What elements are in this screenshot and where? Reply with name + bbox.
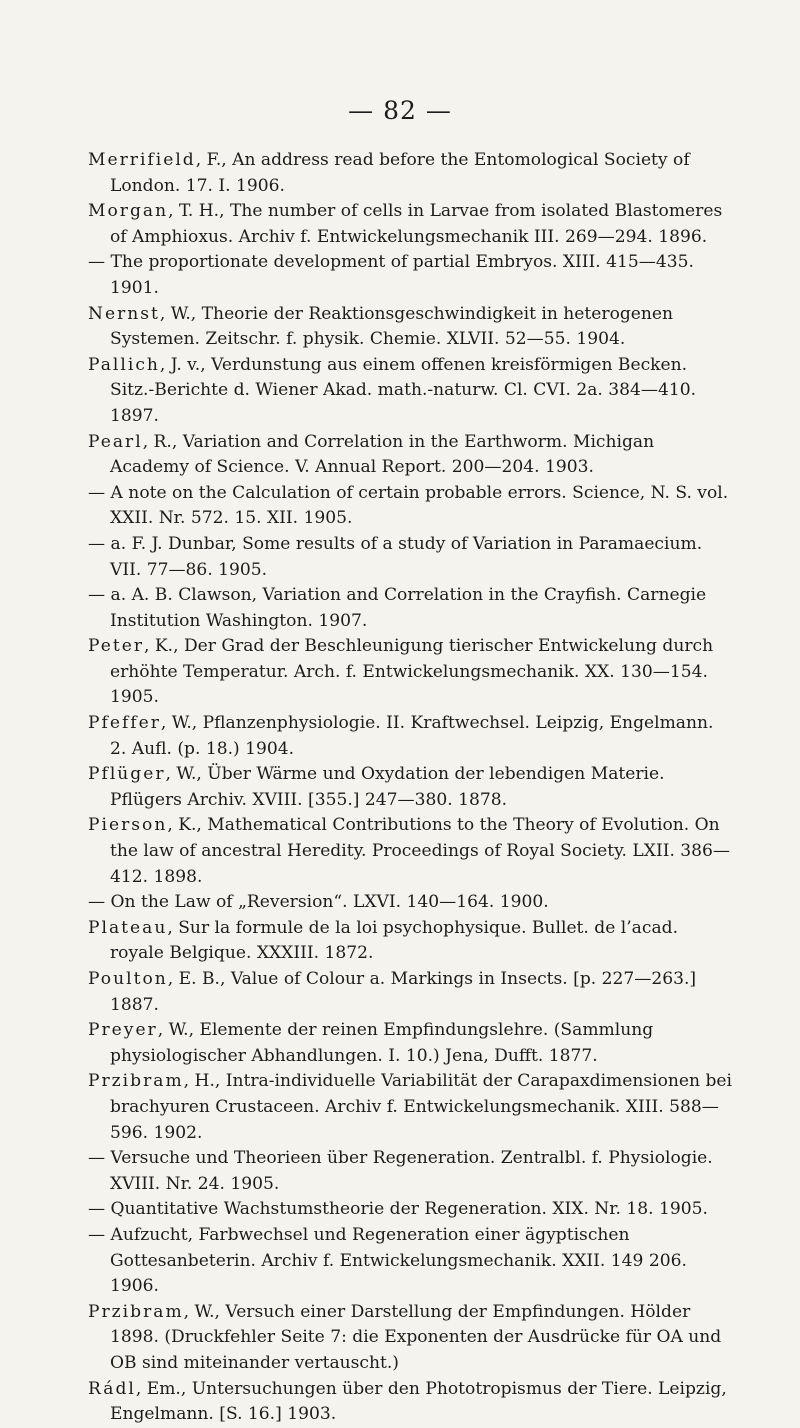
bibliography-entry (88, 1300, 734, 1377)
entry-author: Rádl (88, 1378, 136, 1399)
bibliography-entry (88, 1069, 734, 1146)
bibliography-entry (88, 1146, 734, 1197)
bibliography-entry (88, 634, 734, 711)
entry-ditto-author: — (88, 1199, 106, 1220)
bibliography-entry (88, 302, 734, 353)
entry-text: , J. v., Verdunstung aus einem offenen kreisförmigen Becken. Sitz.-Berichte d. Wiener Akad. math.-naturw. Cl. CVI. 2a. 384—410. 1897. (110, 354, 697, 426)
entry-text: On the Law of „Reversion“. LXVI. 140—164. 1900. (105, 892, 549, 913)
entry-text: Quantitative Wachstumstheorie der Regeneration. XIX. Nr. 18. 1905. (105, 1199, 708, 1220)
entry-text: , K., Der Grad der Beschleunigung tierischer Entwickelung durch erhöhte Temperatur. Arch. f. Entwickelungsmechanik. XX. 130—154. 1905. (110, 636, 714, 708)
entry-text: , W., Pflanzenphysiologie. II. Kraftwechsel. Leipzig, Engelmann. 2. Aufl. (p. 18.) 1904. (110, 713, 714, 759)
bibliography-entry (88, 813, 734, 890)
entry-text: The proportionate development of partial Embryos. XIII. 415—435. 1901. (105, 252, 694, 298)
bibliography-entry (88, 762, 734, 813)
bibliography-entry (88, 148, 734, 199)
bibliography-entry (88, 583, 734, 634)
entry-author: Przibram (88, 1071, 184, 1092)
entry-ditto-author: — (88, 482, 106, 503)
entry-author: Pfeffer (88, 713, 161, 734)
entry-ditto-author: — (88, 1148, 106, 1169)
entry-text: , T. H., The number of cells in Larvae from isolated Blastomeres of Amphioxus. Archiv f. Entwickelungsmechanik III. 269—294. 1896. (110, 201, 723, 247)
entry-author: Nernst (88, 303, 160, 324)
entry-ditto-author: — (88, 1224, 106, 1245)
bibliography-entry (88, 711, 734, 762)
entry-text: , H., Intra-individuelle Variabilität der Carapaxdimensionen bei brachyuren Crustaceen. Archiv f. Entwickelungsmechanik. XIII. 588—596. 1902. (110, 1071, 733, 1143)
bibliography-entry (88, 890, 734, 916)
entry-text: , Sur la formule de la loi psychophysique. Bullet. de l’acad. royale Belgique. XXXIII. 1872. (110, 917, 679, 964)
bibliography-entry (88, 1377, 734, 1428)
entry-text: , W., Elemente der reinen Empfindungslehre. (Sammlung physiologischer Abhandlungen. I. 10.) Jena, Dufft. 1877. (110, 1020, 654, 1066)
entry-text: , R., Variation and Correlation in the Earthworm. Michigan Academy of Science. V. Annual Report. 200—204. 1903. (110, 431, 655, 478)
bibliography-entry (88, 353, 734, 430)
entry-text: , E. B., Value of Colour a. Markings in Insects. [p. 227—263.] 1887. (110, 969, 697, 1015)
entry-text: , F., An address read before the Entomological Society of London. 17. I. 1906. (110, 150, 690, 196)
bibliography-entry (88, 1223, 734, 1300)
bibliography-entry (88, 199, 734, 250)
entry-ditto-author: — (88, 252, 106, 273)
bibliography-list (88, 148, 734, 1428)
entry-text: , Variation and Correlation in the Crayfish. Carnegie Institution Washington. 1907. (110, 585, 707, 631)
bibliography-entry (88, 532, 734, 583)
entry-ditto-author: — a. A. B. Clawson (88, 585, 252, 606)
entry-author: Merrifield (88, 150, 196, 170)
entry-text: , W., Versuch einer Darstellung der Empfindungen. Hölder 1898. (Druckfehler Seite 7: die Exponenten der Ausdrücke für OA und OB sind miteinander vertauscht.) (110, 1301, 722, 1373)
bibliography-entry (88, 967, 734, 1018)
entry-text: Versuche und Theorieen über Regeneration. Zentralbl. f. Physiologie. XVIII. Nr. 24. 1905. (105, 1148, 713, 1194)
entry-author: Peter (88, 636, 145, 657)
bibliography-entry (88, 250, 734, 301)
bibliography-entry (88, 430, 734, 481)
entry-ditto-author: — (88, 892, 106, 913)
entry-text: , Some results of a study of Variation in Paramaecium. VII. 77—86. 1905. (110, 533, 703, 580)
entry-author: Poulton (88, 969, 168, 989)
bibliography-entry (88, 916, 734, 967)
entry-text: , K., Mathematical Contributions to the Theory of Evolution. On the law of ancestral Heredity. Proceedings of Royal Society. LXII. 386—412. 1898. (110, 815, 731, 887)
entry-text: Aufzucht, Farbwechsel und Regeneration einer ägyptischen Gottesanbeterin. Archiv f. Entwickelungsmechanik. XXII. 149 206. 1906. (105, 1224, 687, 1297)
bibliography-entry (88, 481, 734, 532)
page-number: — 82 — (348, 96, 452, 125)
entry-author: Przibram (88, 1301, 184, 1322)
entry-author: Plateau (88, 917, 168, 938)
entry-text: A note on the Calculation of certain probable errors. Science, N. S. vol. XXII. Nr. 572. 15. XII. 1905. (105, 482, 729, 529)
entry-author: Pflüger (88, 764, 166, 785)
entry-author: Pierson (88, 815, 168, 836)
entry-text: , W., Theorie der Reaktionsgeschwindigkeit in heterogenen Systemen. Zeitschr. f. physik. Chemie. XLVII. 52—55. 1904. (110, 303, 674, 350)
entry-author: Preyer (88, 1020, 158, 1041)
entry-text: , Em., Untersuchungen über den Phototropismus der Tiere. Leipzig, Engelmann. [S. 16.] 1903. (110, 1378, 727, 1425)
entry-author: Pearl (88, 431, 143, 452)
entry-ditto-author: — a. F. J. Dunbar (88, 533, 232, 554)
entry-text: , W., Über Wärme und Oxydation der lebendigen Materie. Pflügers Archiv. XVIII. [355.] 247—380. 1878. (110, 764, 665, 810)
entry-author: Pallich (88, 354, 160, 375)
bibliography-entry (88, 1197, 734, 1223)
entry-author: Morgan (88, 201, 169, 222)
bibliography-entry (88, 1018, 734, 1069)
